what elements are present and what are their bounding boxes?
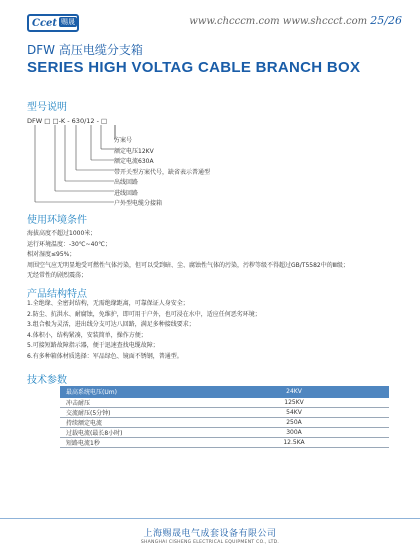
table-cell: 持续额定电流 (60, 417, 199, 427)
list-item: 运行环境温度：-30℃~40℃； (27, 240, 111, 248)
list-item: 6.有多种箱体材质选择：军品绿色、镜面不锈钢，普通型。 (27, 352, 183, 360)
table-cell: 300A (199, 427, 389, 437)
model-section-title: 型号说明 (27, 102, 67, 113)
model-label: 额定电压12KV (114, 147, 154, 155)
logo-text: Ccet (32, 17, 58, 29)
table-cell: 过载电流(最长8小时) (60, 427, 199, 437)
model-labels (114, 136, 210, 210)
table-cell: 54KV (199, 407, 389, 417)
table-row (60, 407, 389, 417)
table-cell: 冲击耐压 (60, 397, 199, 407)
environment-section-title: 使用环境条件 (27, 215, 87, 226)
list-item: 海拔高度不超过1000米； (27, 230, 97, 237)
table-cell: 125KV (199, 397, 389, 407)
list-item: 2.防尘、抗洪水、耐腐蚀，免维护，即可用于户外，也可浸在水中，适应任何恶劣环境； (27, 310, 261, 318)
table-cell: 短路电流1秒 (60, 437, 199, 447)
model-label: 户外型电缆分接箱 (114, 200, 163, 207)
table-header-row (60, 386, 389, 397)
table-cell: 250A (199, 417, 389, 427)
list-item: 相对湿度≤95%； (27, 251, 76, 259)
table-header-cell: 24KV (199, 386, 389, 397)
model-label: 进线回路 (114, 189, 139, 197)
footer-company-name-english: SHANGHAI CISHENG ELECTRICAL EQUIPMENT CO., LTD. (140, 540, 280, 545)
website-urls: www.chcccт.com www.shccct.com (189, 16, 368, 27)
header-urls (189, 14, 402, 27)
footer-divider (0, 518, 420, 519)
model-label: 出线回路 (114, 179, 139, 186)
list-item: 5.可接短路故障指示器，便于迅速查找电缆故障； (27, 342, 159, 350)
table-row (60, 427, 389, 437)
structure-list (27, 299, 261, 363)
table-cell: 12.5KA (199, 437, 389, 447)
table-cell: 交流耐压(5分钟) (60, 407, 199, 417)
list-item: 无经常性的剧烈震荡； (27, 272, 88, 280)
table-row (60, 417, 389, 427)
environment-list (27, 229, 402, 282)
model-label: 方案号 (114, 137, 133, 144)
model-label: 带开关型方案代号，缺省表示普通型 (114, 168, 211, 176)
model-code: DFW □ □-K - 630/12 - □ (27, 117, 108, 125)
page-number: 25/26 (370, 14, 402, 27)
structure-section-title: 产品结构特点 (27, 289, 87, 300)
list-item: 4.体积小，结构紧凑，安装简单，操作方便； (27, 331, 147, 339)
logo-chinese-text: 赐晟 (61, 18, 75, 26)
model-label: 额定电流630A (114, 158, 154, 165)
list-item: 3.组合极为灵活，进出线分支可达八回路，满足多种接线要求； (27, 321, 195, 329)
product-title-english: SERIES HIGH VOLTAG CABLE BRANCH BOX (27, 59, 361, 76)
list-item: 1.全绝缘、全密封结构，无需绝缘距离，可靠保证人身安全； (27, 300, 189, 307)
table-row (60, 397, 389, 407)
list-item: 周围空气应无明显地受可燃性气体污染，但可以受到暗、尘、腐蚀性气体的污染，污秽等级不得超过GB/T5582中的Ⅲ级； (27, 261, 349, 269)
tech-section-title: 技术参数 (27, 375, 67, 386)
table-header-cell: 最高系统电压(Um) (60, 386, 199, 397)
footer-company-name: 上海赐晟电气成套设备有限公司 (143, 529, 277, 539)
tech-params-table (60, 386, 389, 448)
table-row (60, 437, 389, 447)
product-title-chinese: DFW 高压电缆分支箱 (27, 43, 143, 57)
